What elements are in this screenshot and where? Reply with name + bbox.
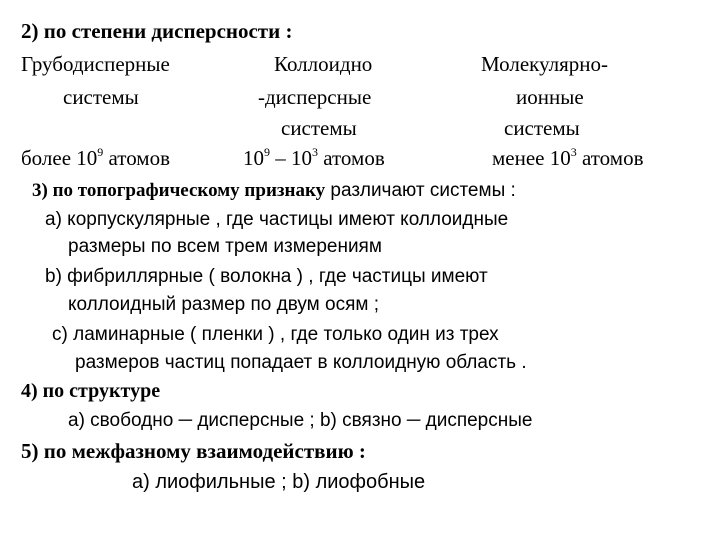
section-4-items: а) свободно ─ дисперсные ; b) связно ─ дисперсные: [68, 410, 533, 431]
item-b-line2: коллоидный размер по двум осям ;: [68, 294, 379, 315]
col2-line3: системы: [281, 116, 357, 140]
section-4-heading: 4) по структуре: [21, 380, 161, 402]
item-c-line2: размеров частиц попадает в коллоидную область .: [75, 352, 527, 373]
col3-atoms: менее $10^3$ атомов: [492, 145, 644, 170]
col3-line3: системы: [504, 116, 580, 140]
section-3-heading-line: [32, 181, 516, 200]
section-3-heading: 3) по топографическому признаку: [32, 180, 326, 201]
item-a-line1: а) корпускулярные , где частицы имеют коллоидные: [45, 209, 509, 230]
col1-line2: системы: [63, 85, 139, 109]
col2-line2: -дисперсные: [258, 85, 372, 109]
item-a-line2: размеры по всем трем измерениям: [68, 236, 382, 257]
section-2-heading: 2) по степени дисперсности :: [21, 19, 293, 43]
col3-line1: Молекулярно-: [481, 52, 609, 76]
section-5-items: а) лиофильные ; b) лиофобные: [132, 471, 426, 493]
col2-line1: Коллоидно: [274, 52, 373, 76]
col3-line2: ионные: [516, 85, 584, 109]
col1-atoms: более $10^9$ атомов: [21, 145, 171, 170]
section-3-heading-tail: различают системы :: [325, 180, 516, 201]
col2-atoms: $10^9 - 10^3$ атомов: [243, 145, 385, 170]
item-b-line1: b) фибриллярные ( волокна ) , где частицы имеют: [45, 266, 488, 287]
section-5-heading: 5) по межфазному взаимодействию :: [21, 439, 366, 463]
item-c-line1: с) ламинарные ( пленки ) , где только один из трех: [52, 324, 499, 345]
col1-line1: Грубодисперные: [21, 52, 170, 76]
